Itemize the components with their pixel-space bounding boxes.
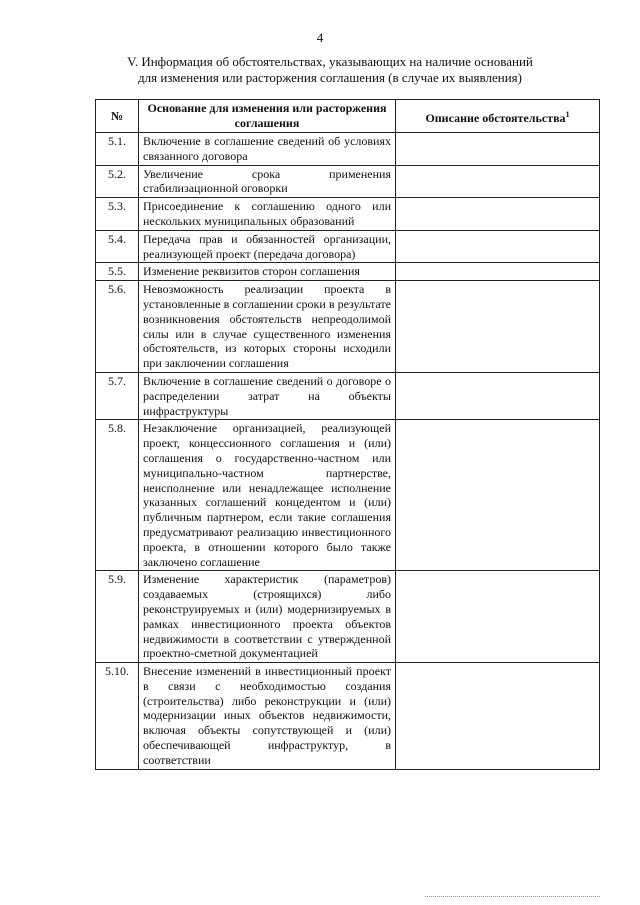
header-description-label: Описание обстоятельства [425,110,566,125]
table-row [96,571,600,663]
section-heading [60,54,600,86]
table-row [96,263,600,281]
row-basis: Изменение реквизитов сторон соглашения [139,263,396,281]
row-description [396,420,600,571]
row-basis: Присоединение к соглашению одного или нескольких муниципальных образований [139,198,396,231]
row-number: 5.8. [96,420,139,571]
row-basis: Включение в соглашение сведений об условиях связанного договора [139,133,396,166]
row-basis: Включение в соглашение сведений о договоре о распределении затрат на объекты инфраструктуры [139,372,396,419]
table-row [96,165,600,198]
footnote-marker: 1 [565,109,570,119]
table-row [96,198,600,231]
row-description [396,230,600,263]
row-number: 5.9. [96,571,139,663]
section-heading-line-1: V. Информация об обстоятельствах, указывающих на наличие оснований [127,54,533,69]
row-number: 5.4. [96,230,139,263]
row-basis: Передача прав и обязанностей организации, реализующей проект (передача договора) [139,230,396,263]
row-description [396,281,600,373]
row-description [396,165,600,198]
row-basis: Внесение изменений в инвестиционный проект в связи с необходимостью создания (строительства) либо реконструкции и (или) модернизации иных объектов недвижимости, включая объекты сопутствующей и (или) обеспечивающей инфраструктур, в соответствии [139,663,396,770]
row-basis: Изменение характеристик (параметров) создаваемых (строящихся) либо реконструируемых и (или) модернизируемых в рамках инвестиционного проекта объектов недвижимости в соответствии с утвержденной проектно-сметной документацией [139,571,396,663]
row-description [396,571,600,663]
table-row [96,372,600,419]
row-number: 5.6. [96,281,139,373]
table-row [96,230,600,263]
row-description [396,198,600,231]
header-number: № [96,100,139,133]
row-basis: Увеличение срока применения стабилизационной оговорки [139,165,396,198]
table-row [96,281,600,373]
row-number: 5.10. [96,663,139,770]
row-number: 5.1. [96,133,139,166]
row-basis: Незаключение организацией, реализующей проект, концессионного соглашения и (или) соглашения о государственно-частном или муниципально-частном партнерстве, неисполнение или ненадлежащее исполнение указанных соглашений концедентом и (или) публичным партнером, если такие соглашения предусматривают реализацию инвестиционного проекта, в отношении которого было также заключено соглашение [139,420,396,571]
table-row [96,420,600,571]
row-number: 5.5. [96,263,139,281]
row-number: 5.3. [96,198,139,231]
row-description [396,372,600,419]
row-basis: Невозможность реализации проекта в установленные в соглашении сроки в результате возникновения обстоятельств непреодолимой силы или в случае существенного изменения обстоятельств, из которых стороны исходили при заключении соглашения [139,281,396,373]
footer-divider [425,896,600,898]
section-heading-line-2: для изменения или расторжения соглашения (в случае их выявления) [138,70,522,85]
circumstances-table [95,99,600,770]
table-row [96,133,600,166]
table-row [96,663,600,770]
page-number: 4 [316,30,324,45]
row-description [396,263,600,281]
row-number: 5.2. [96,165,139,198]
row-description [396,663,600,770]
row-description [396,133,600,166]
table-header-row [96,100,600,133]
header-description [396,100,600,133]
row-number: 5.7. [96,372,139,419]
header-basis: Основание для изменения или расторжения соглашения [139,100,396,133]
